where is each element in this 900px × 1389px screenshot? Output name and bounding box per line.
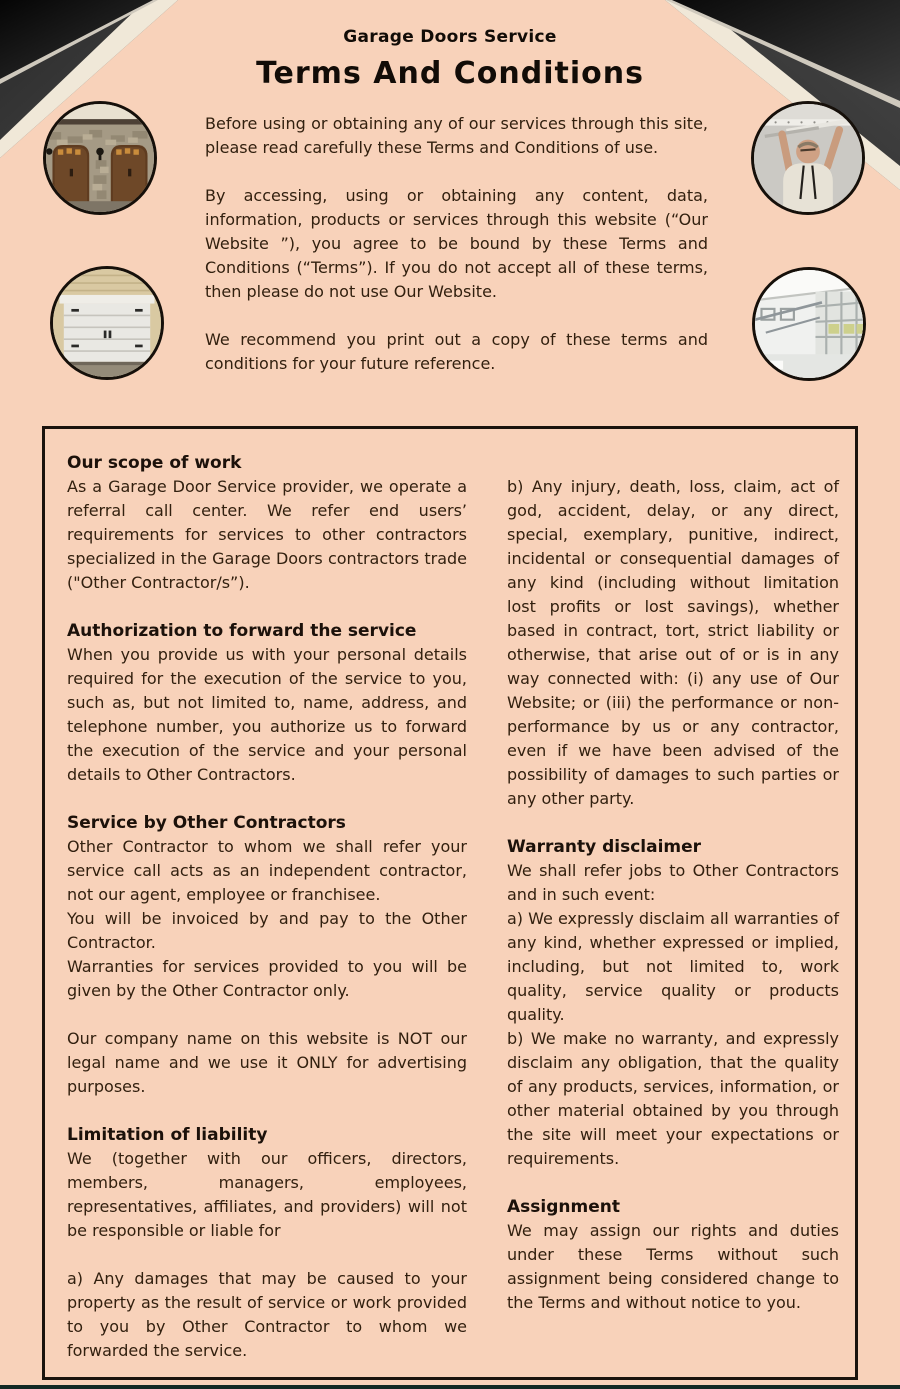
brand-name: Garage Doors Service — [343, 27, 557, 47]
spacer — [67, 787, 467, 811]
section-heading: Warranty disclaimer — [507, 837, 702, 857]
garage-interior-tracks-photo — [752, 267, 866, 381]
technician-installing-opener-photo — [751, 101, 865, 215]
section-heading: Assignment — [507, 1197, 620, 1217]
intro-text — [205, 112, 708, 376]
paragraph: b) Any injury, death, loss, claim, act of god, accident, delay, or any direct, special, exemplary, punitive, indirect, incidental or consequential damages of any kind (including without limitation lost profits or lost savings), whether based in contract, tort, strict liability or otherwise, that arise out of or is in any way connected with: (i) any use of Our Website; or (iii) the performance or non-performance by us or any contractor, even if we have been advised of the possibility of damages to such parties or any other party. — [507, 477, 839, 808]
paragraph: You will be invoiced by and pay to the Other Contractor. — [67, 909, 467, 952]
terms-box — [42, 426, 858, 1380]
section-heading: Our scope of work — [67, 453, 242, 473]
paragraph: Other Contractor to whom we shall refer your service call acts as an independent contractor, not our agent, employee or franchisee. — [67, 837, 467, 904]
paragraph: As a Garage Door Service provider, we operate a referral call center. We refer end users’ requirements for services to other contractors specialized in the Garage Doors contractors trade ("Other Contractor/s”). — [67, 477, 467, 592]
paragraph: a) We expressly disclaim all warranties of any kind, whether expressed or implied, including, but not limited to, work quality, service quality or products quality. — [507, 909, 839, 1024]
paragraph: We recommend you print out a copy of these terms and conditions for your future reference. — [205, 330, 708, 373]
spacer — [507, 451, 839, 475]
white-garage-door-photo — [50, 266, 164, 380]
section-heading: Limitation of liability — [67, 1125, 268, 1145]
wooden-double-garage-doors-photo — [43, 101, 157, 215]
paragraph: We may assign our rights and duties under these Terms without such assignment being considered change to the Terms and without notice to you. — [507, 1221, 839, 1312]
paragraph: b) We make no warranty, and expressly disclaim any obligation, that the quality of any products, services, information, or other material obtained by you through the site will meet your expectations or requirements. — [507, 1029, 839, 1168]
section-heading: Authorization to forward the service — [67, 621, 417, 641]
spacer — [205, 160, 708, 184]
paragraph: Warranties for services provided to you will be given by the Other Contractor only. — [67, 957, 467, 1000]
paragraph: We shall refer jobs to Other Contractors and in such event: — [507, 861, 839, 904]
spacer — [67, 1003, 467, 1027]
page-header — [0, 27, 900, 91]
section-heading: Service by Other Contractors — [67, 813, 346, 833]
page-title: Terms And Conditions — [256, 56, 644, 91]
terms-left-column — [67, 451, 467, 1359]
paragraph: Our company name on this website is NOT our legal name and we use it ONLY for advertising purposes. — [67, 1029, 467, 1096]
paragraph: When you provide us with your personal details required for the execution of the service to you, such as, but not limited to, name, address, and telephone number, you authorize us to forward the execution of the service and your personal details to Other Contractors. — [67, 645, 467, 784]
spacer — [507, 811, 839, 835]
spacer — [67, 1243, 467, 1267]
paragraph: By accessing, using or obtaining any content, data, information, products or services through this website (“Our Website ”), you agree to be bound by these Terms and Conditions (“Terms”). If you do not accept all of these terms, then please do not use Our Website. — [205, 186, 708, 301]
paragraph: Before using or obtaining any of our services through this site, please read carefully these Terms and Conditions of use. — [205, 114, 708, 157]
terms-right-column — [507, 451, 839, 1359]
spacer — [507, 1171, 839, 1195]
paragraph: a) Any damages that may be caused to your property as the result of service or work provided to you by Other Contractor to whom we forwarded the service. — [67, 1269, 467, 1360]
spacer — [67, 595, 467, 619]
spacer — [205, 304, 708, 328]
paragraph: We (together with our officers, directors, members, managers, employees, representatives, affiliates, and providers) will not be responsible or liable for — [67, 1149, 467, 1240]
bottom-edge-bar — [0, 1385, 900, 1389]
spacer — [67, 1099, 467, 1123]
